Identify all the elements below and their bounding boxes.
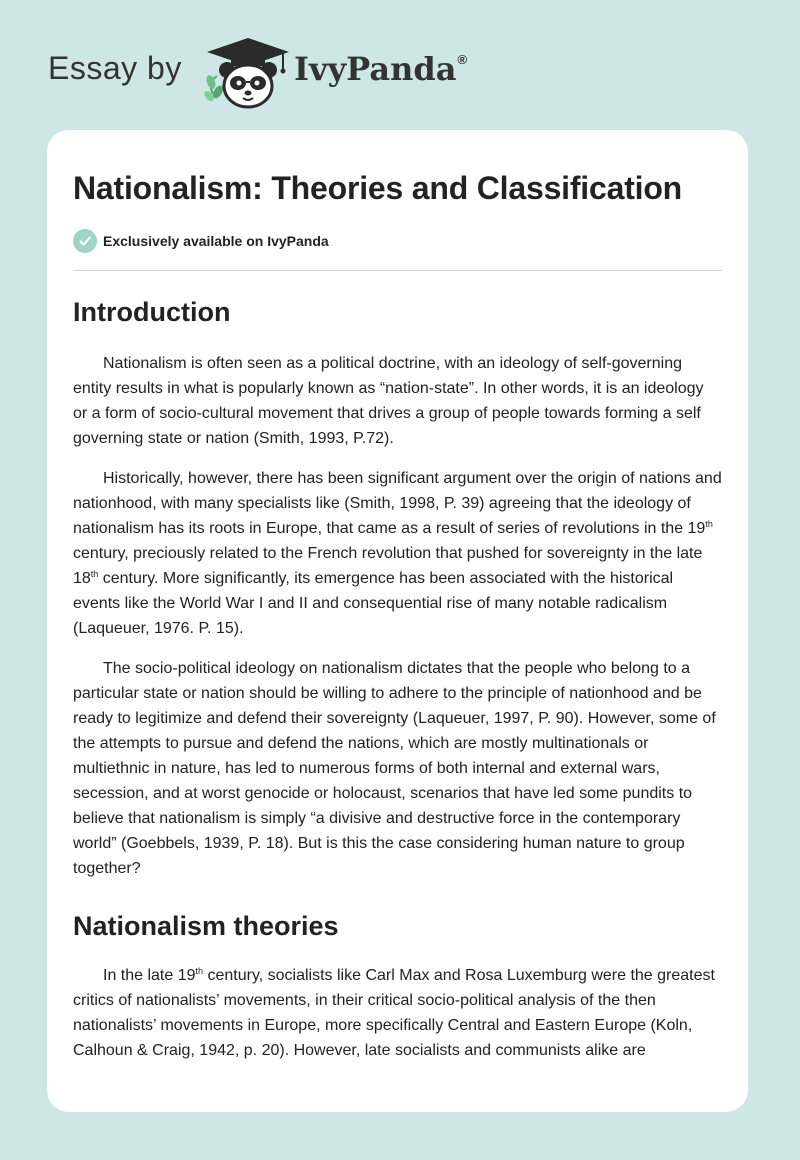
- paragraph-text: century, preciously related to the French revolution that pushed for sovereignty in the late 18: [73, 545, 703, 587]
- article-card: [47, 130, 748, 1112]
- panda-logo-icon[interactable]: [203, 36, 293, 110]
- paragraph: The socio-political ideology on nationalism dictates that the people who belong to a particular state or nation should be willing to adhere to the principle of nationhood and be ready to legitimize and defend their sovereignty (Laqueuer, 1997, P. 90). However, some of the attempts to pursue and defend the nations, which are mostly multinationals or multiethnic in nature, has led to numerous forms of both internal and external wars, secession, and at worst genocide or holocaust, scenarios that have led some pundits to believe that nationalism is simply “a divisive and destructive force in the contemporary world” (Goebbels, 1939, P. 18). But is this the case considering human nature to group together?: [73, 660, 716, 877]
- brand-label: IvyPanda: [294, 50, 457, 88]
- divider: [73, 270, 722, 271]
- superscript: th: [195, 966, 204, 976]
- essay-by-label: Essay by: [48, 50, 182, 86]
- exclusive-label: Exclusively available on IvyPanda: [103, 233, 329, 249]
- exclusive-badge: [73, 228, 722, 254]
- paragraph: Nationalism is often seen as a political doctrine, with an ideology of self-governing entity results in what is popularly known as “nation-state”. In other words, it is an ideology or a form of socio-cultural movement that drives a group of people towards forming a self governing state or nation (Smith, 1993, P.72).: [73, 355, 704, 447]
- paragraph: [73, 466, 722, 641]
- section-heading-introduction: Introduction: [73, 297, 231, 327]
- page-title: Nationalism: Theories and Classification: [73, 170, 683, 206]
- paragraph-text: century, socialists like Carl Max and Rosa Luxemburg were the greatest critics of nationalists’ movements, in their critical socio-political analysis of the then nationalists’ movements in Europe, more specifically Central and Eastern Europe (Koln, Calhoun & Craig, 1942, p. 20). However, late socialists and communists alike are: [73, 967, 715, 1059]
- site-header: [0, 0, 800, 130]
- superscript: th: [90, 569, 99, 579]
- paragraph-text: century. More significantly, its emergence has been associated with the historical events like the World War I and II and consequential rise of many notable radicalism (Laqueuer, 1976. P. 15).: [73, 570, 674, 637]
- paragraph-text: In the late 19: [103, 967, 196, 984]
- superscript: th: [705, 519, 713, 529]
- paragraph: [73, 963, 722, 1063]
- check-icon: [73, 229, 97, 253]
- paragraph-text: Historically, however, there has been significant argument over the origin of nations and nationhood, with many specialists like (Smith, 1998, P. 39) agreeing that the ideology of nationalism has its roots in Europe, that came as a result of series of revolutions in the 19: [73, 470, 722, 537]
- section-heading-nationalism-theories: Nationalism theories: [73, 911, 339, 941]
- brand-name[interactable]: [294, 50, 467, 88]
- registered-mark: ®: [457, 52, 468, 67]
